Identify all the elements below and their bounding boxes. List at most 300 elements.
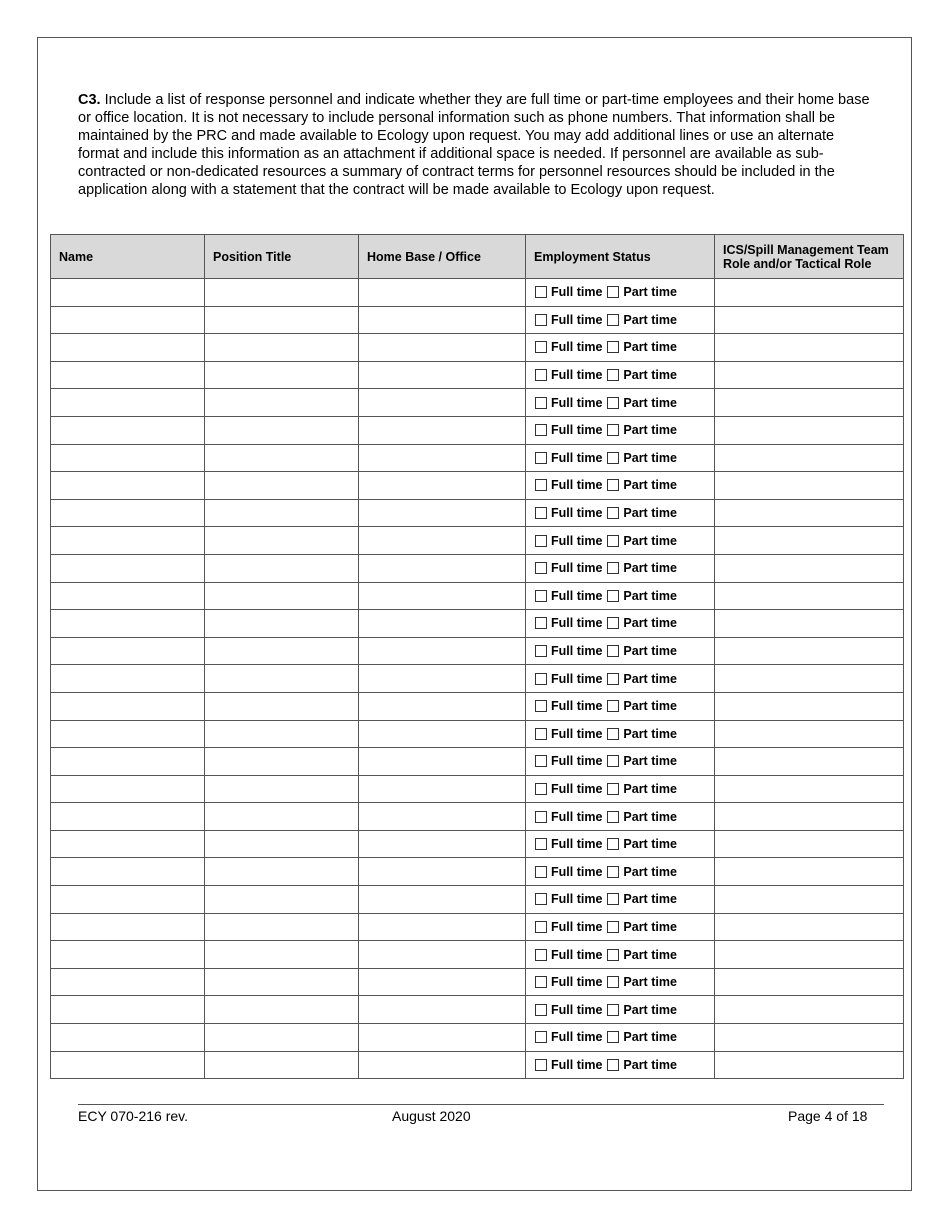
table-row (51, 748, 904, 776)
position-title-cell[interactable] (205, 444, 359, 472)
home-base-cell[interactable] (359, 527, 526, 555)
position-title-cell[interactable] (205, 720, 359, 748)
home-base-cell[interactable] (359, 830, 526, 858)
name-cell[interactable] (51, 886, 205, 914)
ics-role-cell[interactable] (715, 416, 904, 444)
name-cell[interactable] (51, 913, 205, 941)
part-time-label: Part time (623, 671, 677, 686)
position-title-cell[interactable] (205, 637, 359, 665)
full-time-checkbox[interactable] (535, 755, 547, 767)
position-title-cell[interactable] (205, 361, 359, 389)
part-time-checkbox[interactable] (607, 479, 619, 491)
table-row (51, 941, 904, 969)
full-time-label: Full time (551, 781, 603, 796)
part-time-label: Part time (623, 699, 677, 714)
name-cell[interactable] (51, 858, 205, 886)
part-time-checkbox[interactable] (607, 1031, 619, 1043)
ics-role-cell[interactable] (715, 472, 904, 500)
full-time-checkbox[interactable] (535, 838, 547, 850)
home-base-cell[interactable] (359, 306, 526, 334)
footer-page-number: Page 4 of 18 (788, 1108, 868, 1124)
table-row (51, 830, 904, 858)
employment-status-cell (526, 389, 715, 417)
ics-role-cell[interactable] (715, 692, 904, 720)
full-time-checkbox[interactable] (535, 1059, 547, 1071)
table-header-row (51, 235, 904, 279)
employment-status-cell (526, 913, 715, 941)
table-row (51, 554, 904, 582)
employment-status-cell (526, 941, 715, 969)
table-row (51, 665, 904, 693)
name-cell[interactable] (51, 444, 205, 472)
full-time-label: Full time (551, 340, 603, 355)
name-cell[interactable] (51, 472, 205, 500)
position-title-cell[interactable] (205, 775, 359, 803)
full-time-label: Full time (551, 671, 603, 686)
home-base-cell[interactable] (359, 554, 526, 582)
name-cell[interactable] (51, 527, 205, 555)
employment-status-cell (526, 279, 715, 307)
part-time-checkbox[interactable] (607, 921, 619, 933)
part-time-label: Part time (623, 450, 677, 465)
header-name: Name (51, 235, 205, 279)
home-base-cell[interactable] (359, 416, 526, 444)
home-base-cell[interactable] (359, 665, 526, 693)
ics-role-cell[interactable] (715, 554, 904, 582)
full-time-label: Full time (551, 726, 603, 741)
part-time-label: Part time (623, 837, 677, 852)
employment-status-cell (526, 306, 715, 334)
position-title-cell[interactable] (205, 748, 359, 776)
full-time-label: Full time (551, 1002, 603, 1017)
full-time-checkbox[interactable] (535, 921, 547, 933)
position-title-cell[interactable] (205, 554, 359, 582)
employment-status-cell (526, 886, 715, 914)
ics-role-cell[interactable] (715, 361, 904, 389)
full-time-checkbox[interactable] (535, 893, 547, 905)
name-cell[interactable] (51, 416, 205, 444)
ics-role-cell[interactable] (715, 858, 904, 886)
full-time-checkbox[interactable] (535, 783, 547, 795)
table-row (51, 279, 904, 307)
part-time-checkbox[interactable] (607, 507, 619, 519)
part-time-label: Part time (623, 809, 677, 824)
ics-role-cell[interactable] (715, 748, 904, 776)
employment-status-cell (526, 554, 715, 582)
full-time-label: Full time (551, 837, 603, 852)
table-row (51, 913, 904, 941)
ics-role-cell[interactable] (715, 637, 904, 665)
employment-status-cell (526, 637, 715, 665)
part-time-checkbox[interactable] (607, 341, 619, 353)
ics-role-cell[interactable] (715, 665, 904, 693)
section-label: C3. (78, 92, 101, 108)
full-time-label: Full time (551, 533, 603, 548)
full-time-checkbox[interactable] (535, 507, 547, 519)
full-time-checkbox[interactable] (535, 1031, 547, 1043)
ics-role-cell[interactable] (715, 279, 904, 307)
full-time-label: Full time (551, 588, 603, 603)
personnel-table (50, 234, 904, 1079)
part-time-checkbox[interactable] (607, 783, 619, 795)
part-time-checkbox[interactable] (607, 314, 619, 326)
name-cell[interactable] (51, 775, 205, 803)
position-title-cell[interactable] (205, 334, 359, 362)
part-time-checkbox[interactable] (607, 617, 619, 629)
table-row (51, 637, 904, 665)
full-time-checkbox[interactable] (535, 479, 547, 491)
employment-status-cell (526, 472, 715, 500)
part-time-checkbox[interactable] (607, 811, 619, 823)
full-time-checkbox[interactable] (535, 617, 547, 629)
table-row (51, 389, 904, 417)
instructions-text: Include a list of response personnel and indicate whether they are full time or part-time employees and their home base or office location. It is not necessary to include personal information such as phone numbers. That information shall be maintained by the PRC and made available to Ecology upon request. You may add additional lines or use an alternate format and include this information as an attachment if additional space is needed. If personnel are available as sub-contracted or non-dedicated resources a summary of contract terms for personnel resources should be included in the application along with a statement that the contract will be made available to Ecology upon request. (78, 92, 870, 198)
employment-status-cell (526, 1051, 715, 1079)
table-row (51, 527, 904, 555)
name-cell[interactable] (51, 306, 205, 334)
home-base-cell[interactable] (359, 582, 526, 610)
part-time-checkbox[interactable] (607, 397, 619, 409)
part-time-label: Part time (623, 947, 677, 962)
name-cell[interactable] (51, 996, 205, 1024)
part-time-label: Part time (623, 285, 677, 300)
part-time-checkbox[interactable] (607, 535, 619, 547)
home-base-cell[interactable] (359, 803, 526, 831)
part-time-checkbox[interactable] (607, 562, 619, 574)
name-cell[interactable] (51, 692, 205, 720)
position-title-cell[interactable] (205, 913, 359, 941)
full-time-checkbox[interactable] (535, 590, 547, 602)
part-time-checkbox[interactable] (607, 369, 619, 381)
full-time-label: Full time (551, 285, 603, 300)
home-base-cell[interactable] (359, 472, 526, 500)
full-time-checkbox[interactable] (535, 1004, 547, 1016)
part-time-checkbox[interactable] (607, 590, 619, 602)
ics-role-cell[interactable] (715, 306, 904, 334)
ics-role-cell[interactable] (715, 996, 904, 1024)
name-cell[interactable] (51, 941, 205, 969)
part-time-checkbox[interactable] (607, 673, 619, 685)
name-cell[interactable] (51, 361, 205, 389)
part-time-label: Part time (623, 561, 677, 576)
full-time-label: Full time (551, 754, 603, 769)
part-time-checkbox[interactable] (607, 424, 619, 436)
full-time-label: Full time (551, 450, 603, 465)
table-row (51, 803, 904, 831)
part-time-checkbox[interactable] (607, 728, 619, 740)
name-cell[interactable] (51, 334, 205, 362)
full-time-label: Full time (551, 368, 603, 383)
part-time-checkbox[interactable] (607, 286, 619, 298)
full-time-checkbox[interactable] (535, 645, 547, 657)
employment-status-cell (526, 1024, 715, 1052)
full-time-checkbox[interactable] (535, 397, 547, 409)
part-time-label: Part time (623, 368, 677, 383)
home-base-cell[interactable] (359, 499, 526, 527)
part-time-label: Part time (623, 423, 677, 438)
employment-status-cell (526, 610, 715, 638)
part-time-checkbox[interactable] (607, 866, 619, 878)
employment-status-cell (526, 416, 715, 444)
table-row (51, 306, 904, 334)
position-title-cell[interactable] (205, 416, 359, 444)
home-base-cell[interactable] (359, 279, 526, 307)
home-base-cell[interactable] (359, 775, 526, 803)
name-cell[interactable] (51, 279, 205, 307)
home-base-cell[interactable] (359, 913, 526, 941)
position-title-cell[interactable] (205, 610, 359, 638)
table-row (51, 720, 904, 748)
header-home-base: Home Base / Office (359, 235, 526, 279)
employment-status-cell (526, 830, 715, 858)
position-title-cell[interactable] (205, 306, 359, 334)
employment-status-cell (526, 444, 715, 472)
full-time-label: Full time (551, 478, 603, 493)
name-cell[interactable] (51, 637, 205, 665)
ics-role-cell[interactable] (715, 830, 904, 858)
full-time-label: Full time (551, 312, 603, 327)
ics-role-cell[interactable] (715, 775, 904, 803)
table-row (51, 775, 904, 803)
full-time-checkbox[interactable] (535, 728, 547, 740)
employment-status-cell (526, 803, 715, 831)
personnel-table-body (51, 279, 904, 1079)
position-title-cell[interactable] (205, 499, 359, 527)
home-base-cell[interactable] (359, 996, 526, 1024)
full-time-label: Full time (551, 1057, 603, 1072)
footer-divider (78, 1104, 884, 1105)
ics-role-cell[interactable] (715, 720, 904, 748)
employment-status-cell (526, 582, 715, 610)
employment-status-cell (526, 692, 715, 720)
home-base-cell[interactable] (359, 444, 526, 472)
full-time-label: Full time (551, 395, 603, 410)
position-title-cell[interactable] (205, 692, 359, 720)
part-time-label: Part time (623, 754, 677, 769)
home-base-cell[interactable] (359, 692, 526, 720)
employment-status-cell (526, 996, 715, 1024)
table-row (51, 361, 904, 389)
full-time-label: Full time (551, 919, 603, 934)
name-cell[interactable] (51, 610, 205, 638)
position-title-cell[interactable] (205, 665, 359, 693)
part-time-label: Part time (623, 1057, 677, 1072)
part-time-checkbox[interactable] (607, 452, 619, 464)
name-cell[interactable] (51, 499, 205, 527)
ics-role-cell[interactable] (715, 941, 904, 969)
ics-role-cell[interactable] (715, 1024, 904, 1052)
name-cell[interactable] (51, 554, 205, 582)
name-cell[interactable] (51, 1051, 205, 1079)
ics-role-cell[interactable] (715, 389, 904, 417)
full-time-label: Full time (551, 506, 603, 521)
home-base-cell[interactable] (359, 334, 526, 362)
table-row (51, 334, 904, 362)
position-title-cell[interactable] (205, 279, 359, 307)
full-time-checkbox[interactable] (535, 700, 547, 712)
home-base-cell[interactable] (359, 1051, 526, 1079)
name-cell[interactable] (51, 665, 205, 693)
table-row (51, 582, 904, 610)
ics-role-cell[interactable] (715, 334, 904, 362)
full-time-label: Full time (551, 947, 603, 962)
full-time-checkbox[interactable] (535, 341, 547, 353)
table-row (51, 499, 904, 527)
home-base-cell[interactable] (359, 748, 526, 776)
full-time-checkbox[interactable] (535, 452, 547, 464)
employment-status-cell (526, 775, 715, 803)
part-time-label: Part time (623, 892, 677, 907)
full-time-checkbox[interactable] (535, 535, 547, 547)
full-time-label: Full time (551, 561, 603, 576)
home-base-cell[interactable] (359, 389, 526, 417)
table-row (51, 886, 904, 914)
part-time-label: Part time (623, 726, 677, 741)
part-time-label: Part time (623, 340, 677, 355)
position-title-cell[interactable] (205, 941, 359, 969)
position-title-cell[interactable] (205, 582, 359, 610)
name-cell[interactable] (51, 803, 205, 831)
table-row (51, 1051, 904, 1079)
instructions-paragraph (78, 91, 878, 199)
part-time-label: Part time (623, 395, 677, 410)
table-row (51, 858, 904, 886)
home-base-cell[interactable] (359, 610, 526, 638)
part-time-label: Part time (623, 312, 677, 327)
ics-role-cell[interactable] (715, 1051, 904, 1079)
full-time-label: Full time (551, 975, 603, 990)
full-time-label: Full time (551, 864, 603, 879)
full-time-label: Full time (551, 699, 603, 714)
home-base-cell[interactable] (359, 361, 526, 389)
employment-status-cell (526, 720, 715, 748)
footer-form-number: ECY 070-216 rev. (78, 1108, 188, 1124)
full-time-checkbox[interactable] (535, 866, 547, 878)
table-row (51, 416, 904, 444)
full-time-checkbox[interactable] (535, 673, 547, 685)
table-row (51, 968, 904, 996)
ics-role-cell[interactable] (715, 444, 904, 472)
part-time-checkbox[interactable] (607, 645, 619, 657)
home-base-cell[interactable] (359, 1024, 526, 1052)
ics-role-cell[interactable] (715, 803, 904, 831)
employment-status-cell (526, 499, 715, 527)
full-time-label: Full time (551, 423, 603, 438)
part-time-checkbox[interactable] (607, 700, 619, 712)
part-time-checkbox[interactable] (607, 838, 619, 850)
position-title-cell[interactable] (205, 886, 359, 914)
full-time-checkbox[interactable] (535, 562, 547, 574)
table-row (51, 610, 904, 638)
home-base-cell[interactable] (359, 968, 526, 996)
home-base-cell[interactable] (359, 886, 526, 914)
full-time-checkbox[interactable] (535, 286, 547, 298)
position-title-cell[interactable] (205, 803, 359, 831)
position-title-cell[interactable] (205, 389, 359, 417)
full-time-checkbox[interactable] (535, 811, 547, 823)
position-title-cell[interactable] (205, 472, 359, 500)
part-time-label: Part time (623, 781, 677, 796)
part-time-checkbox[interactable] (607, 755, 619, 767)
home-base-cell[interactable] (359, 858, 526, 886)
part-time-label: Part time (623, 588, 677, 603)
part-time-checkbox[interactable] (607, 1059, 619, 1071)
table-row (51, 1024, 904, 1052)
part-time-label: Part time (623, 533, 677, 548)
table-row (51, 996, 904, 1024)
header-employment-status: Employment Status (526, 235, 715, 279)
ics-role-cell[interactable] (715, 499, 904, 527)
position-title-cell[interactable] (205, 527, 359, 555)
header-position-title: Position Title (205, 235, 359, 279)
ics-role-cell[interactable] (715, 610, 904, 638)
name-cell[interactable] (51, 720, 205, 748)
name-cell[interactable] (51, 1024, 205, 1052)
employment-status-cell (526, 527, 715, 555)
part-time-checkbox[interactable] (607, 949, 619, 961)
name-cell[interactable] (51, 748, 205, 776)
part-time-label: Part time (623, 506, 677, 521)
employment-status-cell (526, 748, 715, 776)
part-time-label: Part time (623, 644, 677, 659)
employment-status-cell (526, 361, 715, 389)
position-title-cell[interactable] (205, 996, 359, 1024)
name-cell[interactable] (51, 389, 205, 417)
name-cell[interactable] (51, 582, 205, 610)
home-base-cell[interactable] (359, 637, 526, 665)
full-time-checkbox[interactable] (535, 314, 547, 326)
ics-role-cell[interactable] (715, 582, 904, 610)
header-ics-role: ICS/Spill Management Team Role and/or Tactical Role (715, 235, 904, 279)
ics-role-cell[interactable] (715, 913, 904, 941)
name-cell[interactable] (51, 968, 205, 996)
table-row (51, 472, 904, 500)
full-time-checkbox[interactable] (535, 949, 547, 961)
ics-role-cell[interactable] (715, 968, 904, 996)
table-row (51, 692, 904, 720)
ics-role-cell[interactable] (715, 527, 904, 555)
employment-status-cell (526, 858, 715, 886)
full-time-checkbox[interactable] (535, 424, 547, 436)
employment-status-cell (526, 968, 715, 996)
full-time-label: Full time (551, 1030, 603, 1045)
part-time-checkbox[interactable] (607, 893, 619, 905)
position-title-cell[interactable] (205, 1051, 359, 1079)
part-time-checkbox[interactable] (607, 1004, 619, 1016)
name-cell[interactable] (51, 830, 205, 858)
home-base-cell[interactable] (359, 720, 526, 748)
full-time-label: Full time (551, 616, 603, 631)
employment-status-cell (526, 334, 715, 362)
position-title-cell[interactable] (205, 1024, 359, 1052)
full-time-checkbox[interactable] (535, 369, 547, 381)
part-time-checkbox[interactable] (607, 976, 619, 988)
footer-date: August 2020 (392, 1108, 471, 1124)
table-row (51, 444, 904, 472)
part-time-label: Part time (623, 1002, 677, 1017)
position-title-cell[interactable] (205, 968, 359, 996)
full-time-label: Full time (551, 809, 603, 824)
part-time-label: Part time (623, 864, 677, 879)
home-base-cell[interactable] (359, 941, 526, 969)
position-title-cell[interactable] (205, 858, 359, 886)
ics-role-cell[interactable] (715, 886, 904, 914)
full-time-checkbox[interactable] (535, 976, 547, 988)
part-time-label: Part time (623, 616, 677, 631)
part-time-label: Part time (623, 919, 677, 934)
full-time-label: Full time (551, 644, 603, 659)
position-title-cell[interactable] (205, 830, 359, 858)
